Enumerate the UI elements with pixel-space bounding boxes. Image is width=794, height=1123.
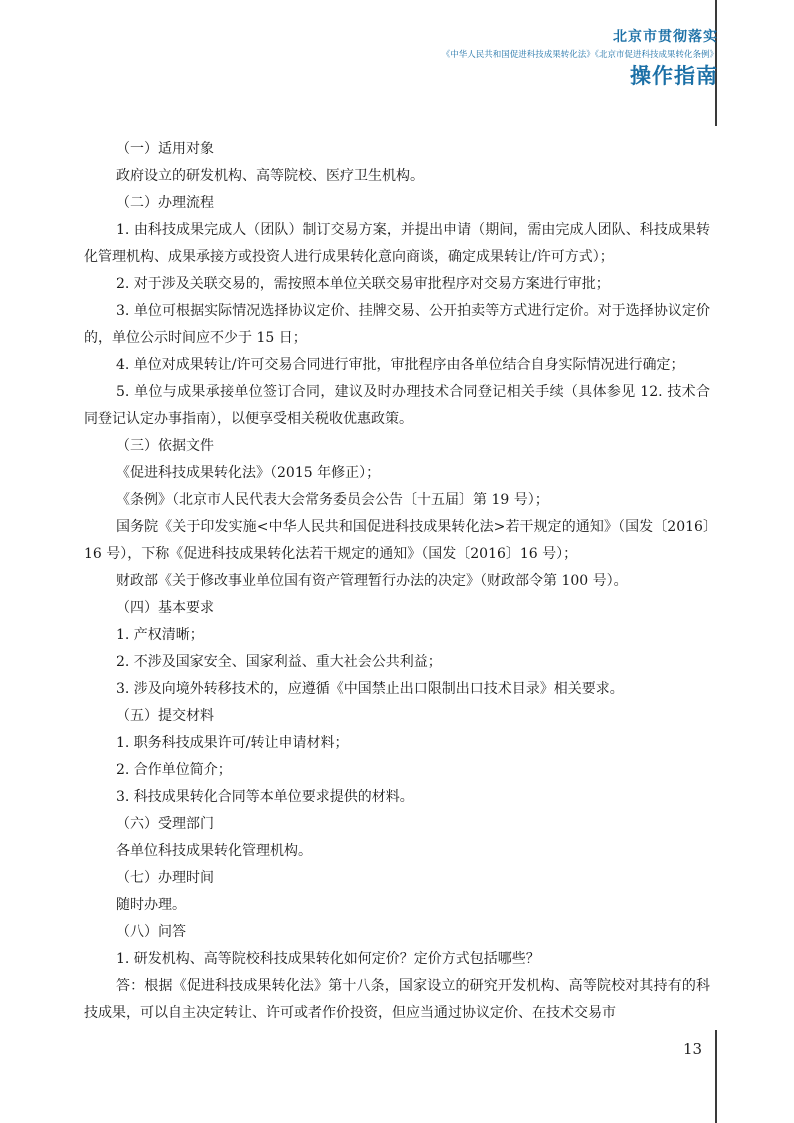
list-item: 2. 合作单位简介； (116, 762, 232, 778)
list-item: 2. 对于涉及关联交易的，需按照本单位关联交易审批程序对交易方案进行审批； (116, 276, 610, 292)
section-heading: （一）适用对象 (116, 141, 214, 157)
list-item: 3. 单位可根据实际情况选择协议定价、挂牌交易、公开拍卖等方式进行定价。对于选择协议定价的，单位公示时间应不少于 15 日； (84, 303, 710, 346)
footer-divider-line (715, 1030, 717, 1123)
list-item: 3. 科技成果转化合同等本单位要求提供的材料。 (116, 789, 414, 805)
answer-paragraph: 答：根据《促进科技成果转化法》第十八条，国家设立的研究开发机构、高等院校对其持有的科技成果，可以自主决定转让、许可或者作价投资，但应当通过协议定价、在技术交易市 (84, 978, 710, 1021)
body-paragraph: 随时办理。 (116, 897, 186, 913)
reference-item: 财政部《关于修改事业单位国有资产管理暂行办法的决定》（财政部令第 100 号）。 (116, 573, 628, 589)
section-heading: （六）受理部门 (116, 816, 214, 832)
section-heading: （八）问答 (116, 924, 186, 940)
list-item: 5. 单位与成果承接单位签订合同，建议及时办理技术合同登记相关手续（具体参见 12. 技术合同登记认定办事指南），以便享受相关税收优惠政策。 (84, 384, 710, 427)
question-item: 1. 研发机构、高等院校科技成果转化如何定价？定价方式包括哪些？ (116, 951, 540, 967)
body-paragraph: 各单位科技成果转化管理机构。 (116, 843, 312, 859)
reference-item: 《促进科技成果转化法》（2015 年修正）； (116, 465, 381, 481)
list-item: 1. 产权清晰； (116, 627, 204, 643)
header-title: 操作指南 (630, 64, 718, 88)
header-line-2: 《中华人民共和国促进科技成果转化法》《北京市促进科技成果转化条例》 (441, 50, 718, 60)
page-number: 13 (683, 1040, 703, 1058)
section-heading: （二）办理流程 (116, 195, 214, 211)
page-body (84, 136, 710, 1027)
list-item: 3. 涉及向境外转移技术的，应遵循《中国禁止出口限制出口技术目录》相关要求。 (116, 681, 624, 697)
running-header (442, 28, 718, 89)
reference-item: 《条例》（北京市人民代表大会常务委员会公告〔十五届〕第 19 号）； (116, 492, 549, 508)
list-item: 1. 由科技成果完成人（团队）制订交易方案，并提出申请（期间，需由完成人团队、科技成果转化管理机构、成果承接方或投资人进行成果转化意向商谈，确定成果转让/许可方式）； (84, 222, 710, 265)
list-item: 2. 不涉及国家安全、国家利益、重大社会公共利益； (116, 654, 442, 670)
section-heading: （七）办理时间 (116, 870, 214, 886)
body-paragraph: 政府设立的研发机构、高等院校、医疗卫生机构。 (116, 168, 424, 184)
section-heading: （三）依据文件 (116, 438, 214, 454)
section-heading: （五）提交材料 (116, 708, 214, 724)
section-heading: （四）基本要求 (116, 600, 214, 616)
list-item: 4. 单位对成果转让/许可交易合同进行审批，审批程序由各单位结合自身实际情况进行确定； (116, 357, 685, 373)
reference-item: 国务院《关于印发实施<中华人民共和国促进科技成果转化法>若干规定的通知》（国发〔2016〕16 号），下称《促进科技成果转化法若干规定的通知》（国发〔2016〕16 号）； (84, 519, 710, 562)
list-item: 1. 职务科技成果许可/转让申请材料； (116, 735, 349, 751)
header-line-1: 北京市贯彻落实 (613, 29, 718, 45)
